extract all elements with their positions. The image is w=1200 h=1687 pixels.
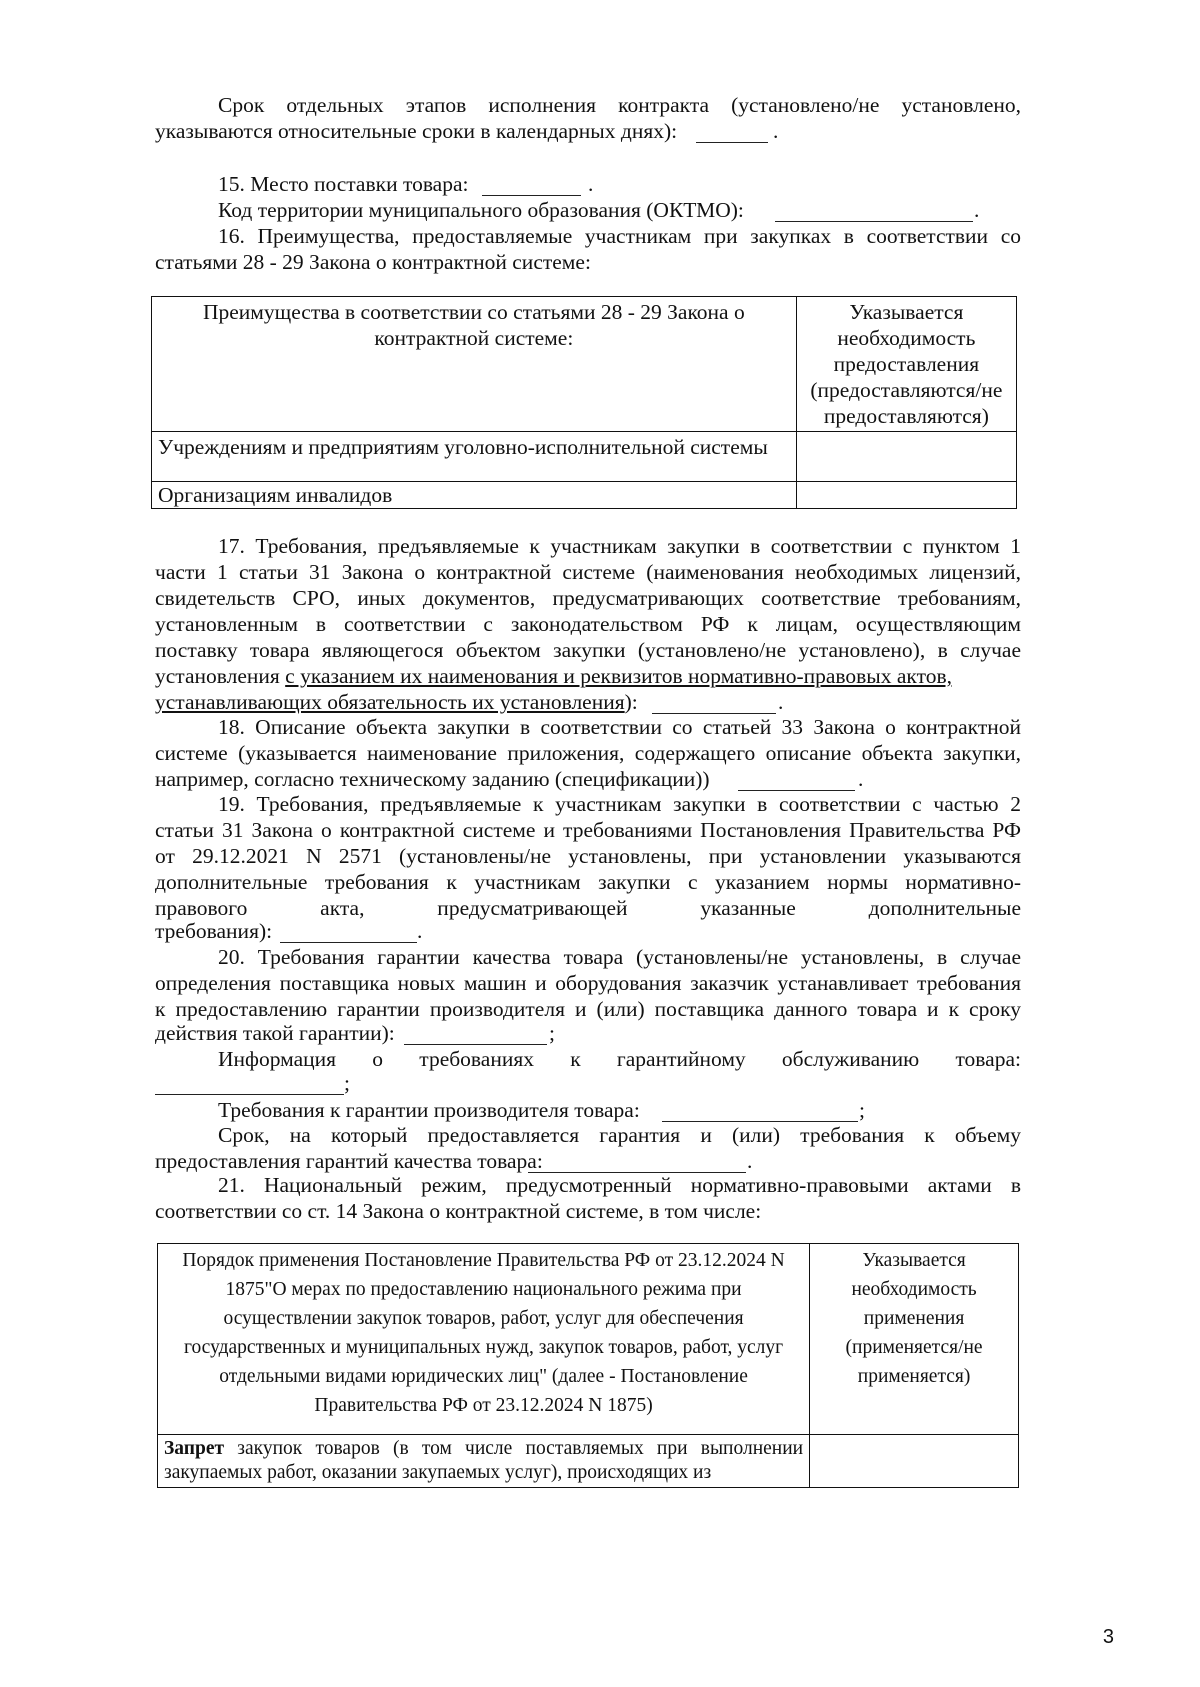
p19-line-5: правового акта, предусматривающей указанные дополнительные — [155, 896, 1021, 920]
p21-line-2: соответствии со ст. 14 Закона о контрактной системе, в том числе: — [155, 1199, 762, 1223]
advantages-row-value — [796, 432, 1016, 482]
p15-line-2: Код территории муниципального образования (ОКТМО): — [218, 198, 744, 222]
p20-line-9-end: . — [747, 1149, 753, 1173]
p20-line-5: Информация о требованиях к гарантийному обслуживанию товара: — [218, 1047, 1021, 1071]
regime-ban-value — [810, 1435, 1019, 1488]
p17-line-4: установленным в соответствии с законодательством РФ к лицам, осуществляющим — [155, 612, 1021, 636]
regime-ban-row: Запрет закупок товаров (в том числе поставляемых при выполнении закупаемых работ, оказании закупаемых услуг), происходящих из — [158, 1435, 810, 1488]
stages-end: . — [773, 119, 779, 143]
p17-line-6: установления с указанием их наименования и реквизитов нормативно-правовых актов, — [155, 664, 952, 688]
p15-blank-2 — [775, 221, 973, 222]
p19-line-2: статьи 31 Закона о контрактной системе и требованиями Постановления Правительства РФ — [155, 818, 1021, 842]
advantages-row-label: Организациям инвалидов — [152, 482, 797, 509]
p17-line-5: поставку товара являющегося объектом закупки (установлено/не установлено), в случае — [155, 638, 1021, 662]
p19-end: . — [417, 919, 423, 943]
p19-line-4: дополнительные требования к участникам закупки с указанием нормы нормативно- — [155, 870, 1021, 894]
advantages-row-label: Учреждениям и предприятиям уголовно-исполнительной системы — [152, 432, 797, 482]
p16-line-1: 16. Преимущества, предоставляемые участникам при закупках в соответствии со — [218, 224, 1021, 248]
p20-blank-1 — [404, 1044, 547, 1045]
stages-blank — [696, 142, 768, 143]
p17-line-3: свидетельств СРО, иных документов, предусматривающих соответствие требованиям, — [155, 586, 1021, 610]
regime-header-right: Указывается необходимость применения (применяется/не применяется) — [810, 1244, 1019, 1435]
p20-line-4: действия такой гарантии): — [155, 1021, 395, 1045]
p17-line-2: части 1 статьи 31 Закона о контрактной системе (наименования необходимых лицензий, — [155, 560, 1021, 584]
p15-line-2-end: . — [974, 198, 980, 222]
p17-line-1: 17. Требования, предъявляемые к участникам закупки в соответствии с пунктом 1 — [218, 534, 1021, 558]
stages-line-2: указываются относительные сроки в календарных днях): — [155, 119, 678, 143]
advantages-row-value — [796, 482, 1016, 509]
stages-line-1: Срок отдельных этапов исполнения контракта (установлено/не установлено, — [218, 93, 1021, 117]
p20-line-3: к предоставлению гарантии производителя и (или) поставщика данного товара и к сроку — [155, 997, 1021, 1021]
p17-end: . — [778, 690, 784, 714]
advantages-table — [151, 296, 1017, 509]
p20-line-7: Требования к гарантии производителя товара: — [218, 1098, 640, 1122]
p20-line-4-end: ; — [549, 1021, 555, 1045]
p19-line-1: 19. Требования, предъявляемые к участникам закупки в соответствии с частью 2 — [218, 792, 1021, 816]
p15-blank-1 — [482, 195, 581, 196]
regime-header-left: Порядок применения Постановление Правительства РФ от 23.12.2024 N 1875"О мерах по предоставлению национального режима при осуществлении закупок товаров, работ, услуг для обеспечения государственных и муниципальных нужд, закупок товаров, работ, услуг отдельными видами юридических лиц" (далее - Постановление Правительства РФ от 23.12.2024 N 1875) — [158, 1244, 810, 1435]
p20-line-2: определения поставщика новых машин и оборудования заказчик устанавливает требования — [155, 971, 1021, 995]
p15-line-1: 15. Место поставки товара: — [218, 172, 469, 196]
p18-line-1: 18. Описание объекта закупки в соответствии со статьей 33 Закона о контрактной — [218, 715, 1021, 739]
p18-line-3: например, согласно техническому заданию (спецификации)) — [155, 767, 710, 791]
national-regime-table — [157, 1243, 1019, 1488]
p15-line-1-end: . — [588, 172, 594, 196]
page-number: 3 — [1102, 1626, 1114, 1648]
p19-blank — [280, 942, 417, 943]
p20-blank-2 — [155, 1094, 344, 1095]
p20-line-7-end: ; — [859, 1098, 865, 1122]
p19-line-6: требования): — [155, 919, 273, 943]
p20-line-6-end: ; — [344, 1071, 350, 1095]
p21-line-1: 21. Национальный режим, предусмотренный нормативно-правовыми актами в — [218, 1173, 1021, 1197]
advantages-header-right: Указывается необходимость предоставления (предоставляются/не предоставляются) — [796, 297, 1016, 432]
p20-line-1: 20. Требования гарантии качества товара (установлены/не установлены, в случае — [218, 945, 1021, 969]
p20-line-8: Срок, на который предоставляется гарантия и (или) требования к объему — [218, 1123, 1021, 1147]
p20-line-9: предоставления гарантий качества товара: — [155, 1149, 543, 1173]
p18-end: . — [858, 767, 864, 791]
p19-line-3: от 29.12.2021 N 2571 (установлены/не установлены, при установлении указываются — [155, 844, 1021, 868]
p17-line-7: устанавливающих обязательность их установления): — [155, 690, 638, 714]
p16-line-2: статьями 28 - 29 Закона о контрактной системе: — [155, 250, 591, 274]
p18-line-2: системе (указывается наименование приложения, содержащего описание объекта закупки, — [155, 741, 1021, 765]
advantages-header-left: Преимущества в соответствии со статьями 28 - 29 Закона о контрактной системе: — [152, 297, 797, 432]
